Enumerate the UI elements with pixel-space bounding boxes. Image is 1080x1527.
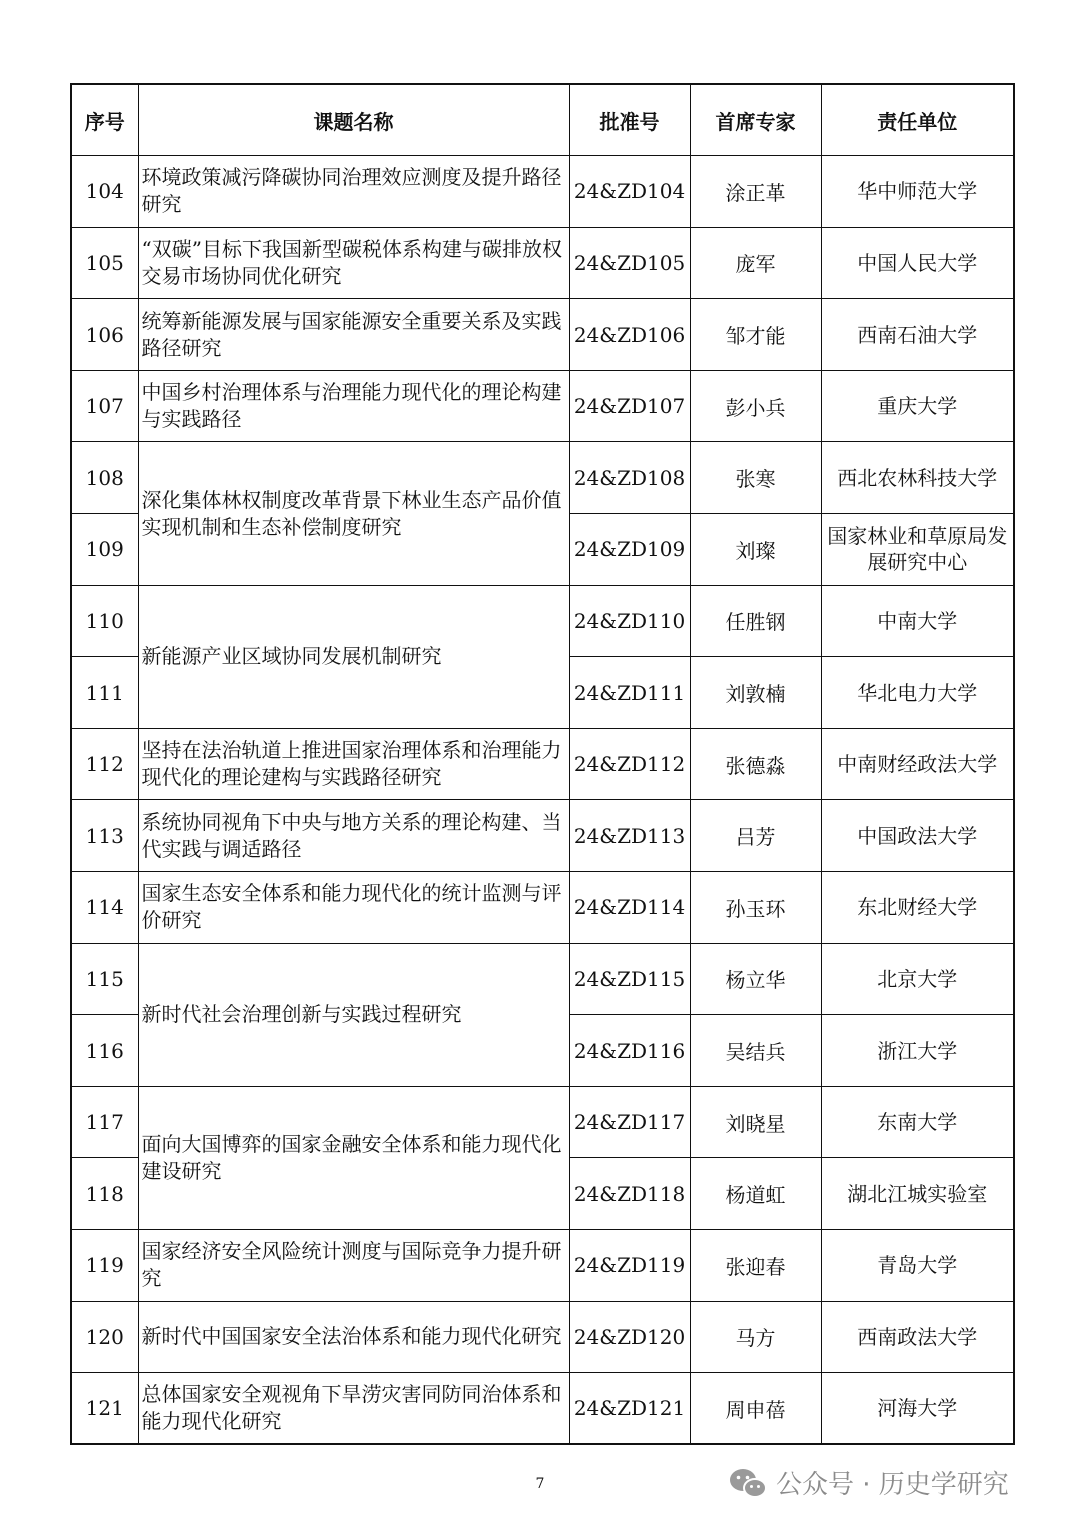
header-approval: 批准号	[569, 84, 690, 156]
approval-number: 24&ZD112	[569, 728, 690, 800]
row-number: 107	[71, 370, 138, 442]
approval-number: 24&ZD106	[569, 299, 690, 371]
approval-number: 24&ZD108	[569, 442, 690, 514]
watermark-text: 公众号 · 历史学研究	[776, 1470, 1009, 1500]
table-row	[71, 299, 1014, 371]
project-title: 国家生态安全体系和能力现代化的统计监测与评价研究	[138, 872, 569, 944]
row-number: 104	[71, 156, 138, 228]
chief-expert: 张迎春	[690, 1230, 821, 1302]
approval-number: 24&ZD111	[569, 657, 690, 729]
table-row	[71, 728, 1014, 800]
row-number: 105	[71, 227, 138, 299]
watermark	[728, 1464, 1009, 1501]
chief-expert: 刘璨	[690, 514, 821, 586]
responsible-unit: 中南财经政法大学	[821, 728, 1014, 800]
responsible-unit: 青岛大学	[821, 1230, 1014, 1302]
chief-expert: 庞军	[690, 227, 821, 299]
table-row	[71, 370, 1014, 442]
approval-number: 24&ZD110	[569, 585, 690, 657]
responsible-unit: 中国人民大学	[821, 227, 1014, 299]
row-number: 113	[71, 800, 138, 872]
approval-number: 24&ZD107	[569, 370, 690, 442]
approval-number: 24&ZD120	[569, 1301, 690, 1373]
chief-expert: 刘晓星	[690, 1086, 821, 1158]
row-number: 110	[71, 585, 138, 657]
project-title: 中国乡村治理体系与治理能力现代化的理论构建与实践路径	[138, 370, 569, 442]
approval-number: 24&ZD104	[569, 156, 690, 228]
project-title: 统筹新能源发展与国家能源安全重要关系及实践路径研究	[138, 299, 569, 371]
table-row	[71, 156, 1014, 228]
approval-number: 24&ZD105	[569, 227, 690, 299]
table-row	[71, 585, 1014, 657]
responsible-unit: 西北农林科技大学	[821, 442, 1014, 514]
approval-number: 24&ZD118	[569, 1158, 690, 1230]
row-number: 116	[71, 1015, 138, 1087]
row-number: 117	[71, 1086, 138, 1158]
approval-number: 24&ZD109	[569, 514, 690, 586]
chief-expert: 孙玉环	[690, 872, 821, 944]
chief-expert: 杨立华	[690, 943, 821, 1015]
row-number: 118	[71, 1158, 138, 1230]
table-row	[71, 943, 1014, 1015]
table-row	[71, 800, 1014, 872]
approval-number: 24&ZD116	[569, 1015, 690, 1087]
project-title: 新能源产业区域协同发展机制研究	[138, 585, 569, 728]
header-title: 课题名称	[138, 84, 569, 156]
table-row	[71, 1086, 1014, 1158]
header-num: 序号	[71, 84, 138, 156]
chief-expert: 吴结兵	[690, 1015, 821, 1087]
chief-expert: 张寒	[690, 442, 821, 514]
header-expert: 首席专家	[690, 84, 821, 156]
chief-expert: 任胜钢	[690, 585, 821, 657]
project-title: 总体国家安全观视角下旱涝灾害同防同治体系和能力现代化研究	[138, 1373, 569, 1445]
project-title: 环境政策减污降碳协同治理效应测度及提升路径研究	[138, 156, 569, 228]
responsible-unit: 重庆大学	[821, 370, 1014, 442]
responsible-unit: 北京大学	[821, 943, 1014, 1015]
wechat-icon	[728, 1466, 768, 1500]
row-number: 114	[71, 872, 138, 944]
row-number: 111	[71, 657, 138, 729]
responsible-unit: 华中师范大学	[821, 156, 1014, 228]
project-title: 国家经济安全风险统计测度与国际竞争力提升研究	[138, 1230, 569, 1302]
row-number: 108	[71, 442, 138, 514]
row-number: 106	[71, 299, 138, 371]
approval-number: 24&ZD117	[569, 1086, 690, 1158]
table-row	[71, 1373, 1014, 1445]
table-row	[71, 1230, 1014, 1302]
table-row	[71, 442, 1014, 514]
table-row	[71, 1301, 1014, 1373]
projects-table	[70, 83, 1015, 1445]
approval-number: 24&ZD113	[569, 800, 690, 872]
responsible-unit: 西南政法大学	[821, 1301, 1014, 1373]
chief-expert: 邹才能	[690, 299, 821, 371]
responsible-unit: 中国政法大学	[821, 800, 1014, 872]
chief-expert: 张德淼	[690, 728, 821, 800]
approval-number: 24&ZD121	[569, 1373, 690, 1445]
chief-expert: 杨道虹	[690, 1158, 821, 1230]
project-title: “双碳”目标下我国新型碳税体系构建与碳排放权交易市场协同优化研究	[138, 227, 569, 299]
project-title: 深化集体林权制度改革背景下林业生态产品价值实现机制和生态补偿制度研究	[138, 442, 569, 585]
chief-expert: 涂正革	[690, 156, 821, 228]
header-unit: 责任单位	[821, 84, 1014, 156]
project-title: 系统协同视角下中央与地方关系的理论构建、当代实践与调适路径	[138, 800, 569, 872]
project-title: 面向大国博弈的国家金融安全体系和能力现代化建设研究	[138, 1086, 569, 1229]
header-row	[71, 84, 1014, 156]
row-number: 121	[71, 1373, 138, 1445]
responsible-unit: 国家林业和草原局发展研究中心	[821, 514, 1014, 586]
project-title: 新时代社会治理创新与实践过程研究	[138, 943, 569, 1086]
responsible-unit: 东南大学	[821, 1086, 1014, 1158]
responsible-unit: 中南大学	[821, 585, 1014, 657]
approval-number: 24&ZD119	[569, 1230, 690, 1302]
row-number: 120	[71, 1301, 138, 1373]
page-number: 7	[535, 1476, 545, 1492]
responsible-unit: 浙江大学	[821, 1015, 1014, 1087]
project-title: 新时代中国国家安全法治体系和能力现代化研究	[138, 1301, 569, 1373]
chief-expert: 周申蓓	[690, 1373, 821, 1445]
responsible-unit: 湖北江城实验室	[821, 1158, 1014, 1230]
chief-expert: 吕芳	[690, 800, 821, 872]
chief-expert: 彭小兵	[690, 370, 821, 442]
table-row	[71, 227, 1014, 299]
project-title: 坚持在法治轨道上推进国家治理体系和治理能力现代化的理论建构与实践路径研究	[138, 728, 569, 800]
responsible-unit: 河海大学	[821, 1373, 1014, 1445]
table-row	[71, 872, 1014, 944]
responsible-unit: 西南石油大学	[821, 299, 1014, 371]
row-number: 112	[71, 728, 138, 800]
responsible-unit: 华北电力大学	[821, 657, 1014, 729]
chief-expert: 马方	[690, 1301, 821, 1373]
row-number: 119	[71, 1230, 138, 1302]
responsible-unit: 东北财经大学	[821, 872, 1014, 944]
chief-expert: 刘敦楠	[690, 657, 821, 729]
row-number: 109	[71, 514, 138, 586]
approval-number: 24&ZD115	[569, 943, 690, 1015]
approval-number: 24&ZD114	[569, 872, 690, 944]
row-number: 115	[71, 943, 138, 1015]
